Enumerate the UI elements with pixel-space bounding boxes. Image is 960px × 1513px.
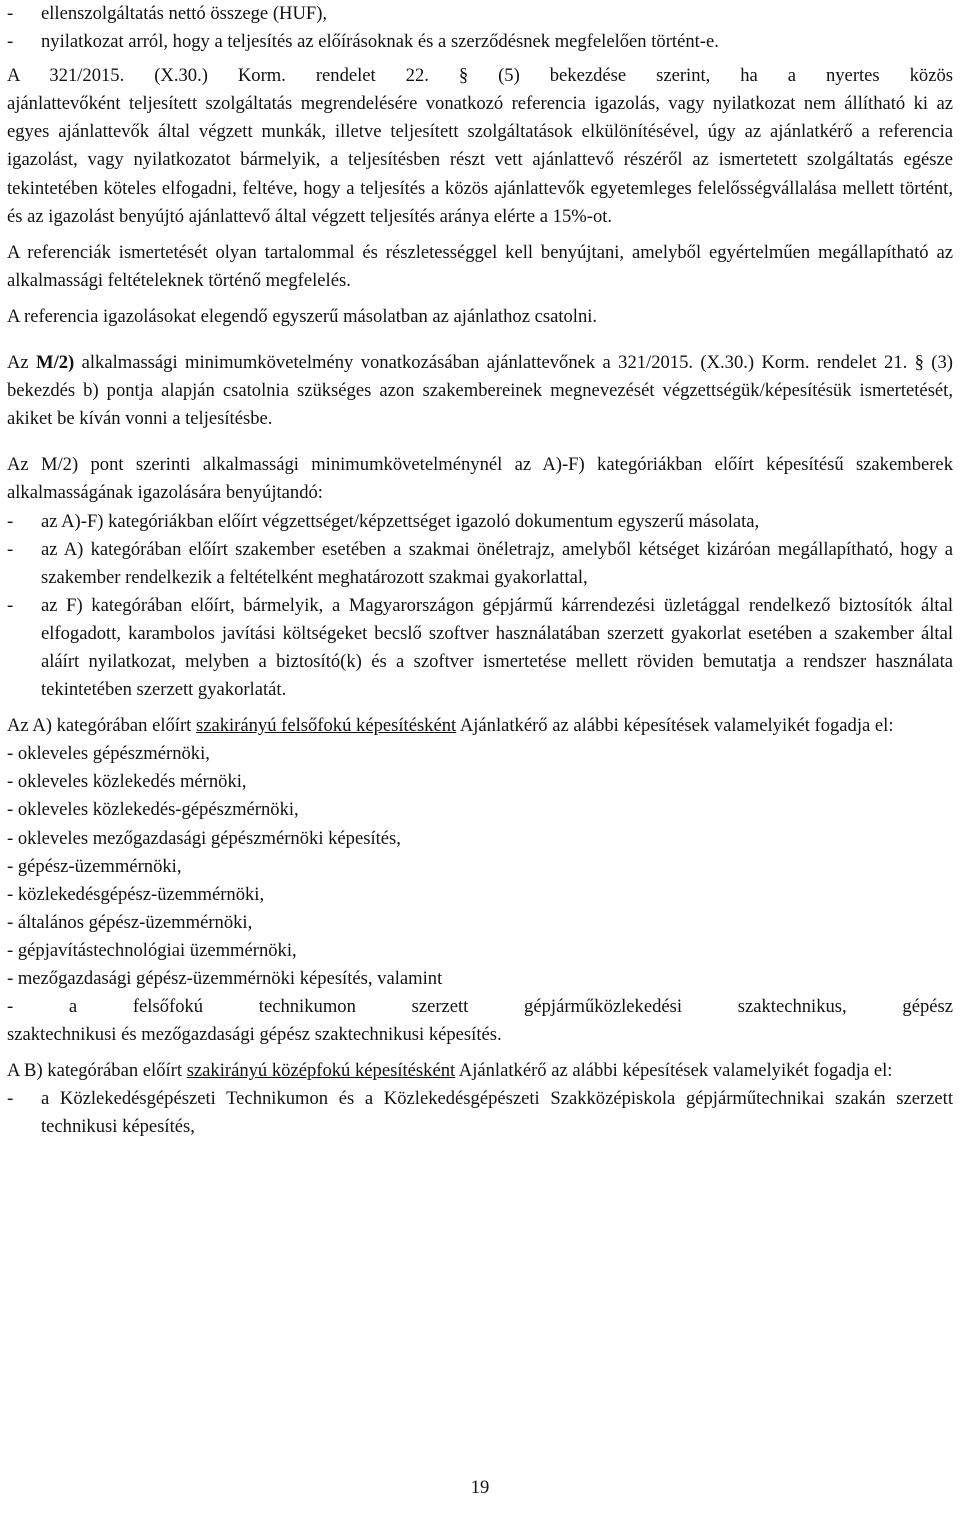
- bold-ref: M/2): [36, 352, 75, 374]
- underlined-term: szakirányú középfokú képesítésként: [186, 1060, 456, 1082]
- list-item: - gépész-üzemmérnöki,: [7, 855, 182, 877]
- section-category-b: [7, 1057, 953, 1141]
- list-item: - okleveles mezőgazdasági gépészmérnöki képesítés,: [7, 827, 401, 849]
- underlined-term: szakirányú felsőfokú képesítésként: [195, 715, 457, 737]
- list-item: - okleveles gépészmérnöki,: [7, 743, 210, 765]
- list-item: - mezőgazdasági gépész-üzemmérnöki képesítés, valamint: [7, 968, 443, 989]
- qualification-list: [7, 740, 953, 1049]
- list-item: - a Közlekedésgépészeti Technikumon és a Közlekedésgépészeti Szakközépiskola gépjárműtechnikai szakán szerzett technikusi képesítés,: [7, 1088, 953, 1138]
- list-item: - gépjavítástechnológiai üzemmérnöki,: [7, 939, 297, 961]
- paragraph-text: ajánlattevőként teljesített szolgáltatás megrendelésére vonatkozó referencia igazolás, vagy nyilatkozat nem állítható ki az egyes ajánlattevők által végzett munkák, illetve teljesített szolgáltatások elkülönítésével, úgy az ajánlatkérő a referencia igazolást, vagy nyilatkozatot bármelyik, a teljesítésben részt vett ajánlattevő részéről az ismertetett szolgáltatás egésze tekintetében köteles elfogadni, feltéve, hogy a teljesítés a közös ajánlattevők egyetemleges felelősségvállalása mellett történt, és az igazolást benyújtó ajánlattevő által végzett teljesítés aránya elérte a 15%-ot.: [7, 93, 953, 227]
- list-item: - okleveles közlekedés mérnöki,: [7, 771, 247, 793]
- paragraph-reference-copies: A referencia igazolásokat elegendő egyszerű másolatban az ajánlathoz csatolni.: [7, 305, 598, 327]
- list-item: - nyilatkozat arról, hogy a teljesítés az előírásoknak és a szerződésnek megfelelően történt-e.: [7, 31, 719, 53]
- list-item: - az A) kategórában előírt szakember esetében a szakmai önéletrajz, amelyből kétséget kizáróan megállapítható, hogy a szakember rendelkezik a feltételként meghatározott szakmai gyakorlattal,: [7, 538, 953, 588]
- list-item: - okleveles közlekedés-gépészmérnöki,: [7, 799, 299, 821]
- paragraph-text: Az A) kategórában előírt szakirányú felsőfokú képesítésként Ajánlatkérő az alábbi képesítések valamelyikét fogadja el:: [7, 715, 894, 737]
- page-number: 19: [470, 1477, 490, 1498]
- list-item-line: szaktechnikusi és mezőgazdasági gépész szaktechnikusi képesítés.: [7, 1024, 502, 1046]
- list-item: - közlekedésgépész-üzemmérnöki,: [7, 883, 265, 905]
- section-category-a: [7, 712, 953, 1049]
- top-list: [7, 0, 953, 56]
- paragraph-joint-bidder-reference: [7, 62, 953, 231]
- paragraph-text: Az M/2) pont szerinti alkalmassági minimumkövetelménynél az A)-F) kategóriákban előírt képesítésű szakemberek alkalmasságának igazolására benyújtandó:: [7, 454, 953, 504]
- paragraph-line: A 321/2015. (X.30.) Korm. rendelet 22. § (5) bekezdése szerint, ha a nyertes közös: [7, 65, 953, 87]
- paragraph-m2-requirement: Az M/2) alkalmassági minimumkövetelmény vonatkozásában ajánlattevőnek a 321/2015. (X.30.) Korm. rendelet 21. § (3) bekezdés b) pontja alapján csatolnia szükséges azon szakembereinek megnevezését végzettségük/képesítésük ismertetését, akiket be kíván vonni a teljesítésbe.: [7, 352, 953, 430]
- paragraph-reference-description: A referenciák ismertetését olyan tartalommal és részletességgel kell benyújtani, amelyből egyértelműen megállapítható az alkalmassági feltételeknek történő megfelelés.: [7, 241, 953, 291]
- paragraph-text: A B) kategórában előírt szakirányú középfokú képesítésként Ajánlatkérő az alábbi képesítések valamelyikét fogadja el:: [7, 1060, 893, 1082]
- list-item: - az A)-F) kategóriákban előírt végzettséget/képzettséget igazoló dokumentum egyszerű másolata,: [7, 510, 760, 532]
- list-item-line: - a felsőfokú technikumon szerzett gépjárműközlekedési szaktechnikus, gépész: [7, 996, 953, 1018]
- list-item: - ellenszolgáltatás nettó összege (HUF),: [7, 3, 328, 24]
- list-item: - az F) kategórában előírt, bármelyik, a Magyarországon gépjármű kárrendezési üzletággal rendelkező biztosítók által elfogadott, karambolos javítási költségeket becslő szoftver használatában szerzett gyakorlat esetében a szakember által aláírt nyilatkozat, melyben a biztosító(k) és a szoftver ismertetése mellett röviden bemutatja a rendszer használata tekintetében szerzett gyakorlatát.: [7, 594, 953, 701]
- document-page: [7, 0, 953, 1142]
- section-m2-documents: [7, 451, 953, 704]
- list-item: - általános gépész-üzemmérnöki,: [7, 911, 253, 933]
